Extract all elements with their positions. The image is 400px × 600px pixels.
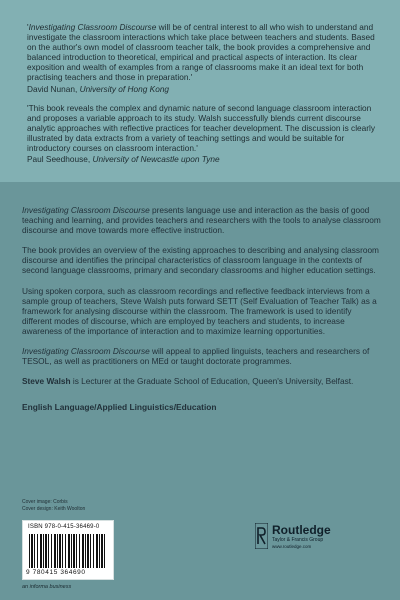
blurb-paragraph: Investigating Classroom Discourse will appeal to applied linguists, teachers and researchers of TESOL, as well as practitioners on MEd or taught doctorate programmes.: [22, 346, 370, 367]
isbn-barcode: [22, 520, 114, 580]
quote-text: 'This book reveals the complex and dynamic nature of second language classroom interaction and proposes a variable approach to its study. Walsh successfully blends current discourse analytic approaches with reflective practices for teacher development. The discussion is clearly illustrated by data extracts from a variety of teaching settings and would be suitable for introductory courses on classroom interaction.': [27, 102, 376, 154]
book-title: Investigating Classroom Discourse: [22, 346, 150, 357]
publisher-logo: [255, 523, 385, 563]
publisher-url: www.routledge.com: [272, 544, 312, 549]
cover-image-credit: Cover image: Corbis: [22, 499, 68, 505]
subject-category: English Language/Applied Linguistics/Education: [22, 402, 217, 413]
informa-tagline: an informa business: [22, 584, 72, 590]
book-title: Investigating Classroom Discourse: [22, 205, 150, 215]
quote-attribution: David Nunan, University of Hong Kong: [27, 83, 170, 94]
endorsement-quote: [27, 22, 384, 94]
cover-design-credit: Cover design: Keith Woolton: [22, 506, 86, 512]
endorsement-quote: [27, 103, 384, 165]
cover-credits: [22, 499, 85, 513]
isbn-number: ISBN 978-0-415-36469-0: [28, 524, 100, 530]
barcode-bars: [29, 534, 107, 568]
author-name: Steve Walsh: [22, 376, 71, 387]
book-title: Investigating Classroom Discourse: [28, 22, 157, 32]
routledge-logo-icon: [255, 523, 268, 549]
blurb-paragraph: Investigating Classroom Discourse presents language use and interaction as the basis of good teaching and learning, and provides teachers and researchers with the tools to analyse classroom discourse and move towards more effective instruction.: [22, 205, 381, 236]
blurb: [22, 205, 382, 412]
blurb-paragraph: The book provides an overview of the existing approaches to describing and analysing classroom discourse and identifies the principal characteristics of classroom language in the contexts of second language classrooms, primary and secondary classrooms and higher education settings.: [22, 245, 379, 276]
publisher-name: Routledge: [272, 523, 331, 537]
ean-number: 9 780415 364690: [26, 569, 86, 576]
quote-text: 'Investigating Classroom Discourse will be of central interest to all who wish to understand and investigate the classroom interactions which take place between teachers and students. Based on the author's own model of classroom teacher talk, the book provides a comprehensive and balanced introduction to theoretical, empirical and practical aspects of interaction. Its clear exposition and wealth of examples from a range of classrooms make it an ideal text for both practising teachers and those in preparation.': [27, 22, 375, 83]
endorsement-panel: [0, 0, 400, 182]
quote-attribution: Paul Seedhouse, University of Newcastle upon Tyne: [27, 154, 220, 165]
publisher-group: Taylor & Francis Group: [272, 537, 324, 543]
author-bio: Steve Walsh is Lecturer at the Graduate School of Education, Queen's University, Belfast.: [22, 376, 354, 387]
blurb-paragraph: Using spoken corpora, such as classroom recordings and reflective feedback interviews from a sample group of teachers, Steve Walsh puts forward SETT (Self Evaluation of Teacher Talk) as a framework for analysing discourse within the classroom. The framework is used to identify different modes of discourse, which are employed by teachers and students, to increase awareness of the importance of interaction and to maximize learning opportunities.: [22, 285, 377, 336]
